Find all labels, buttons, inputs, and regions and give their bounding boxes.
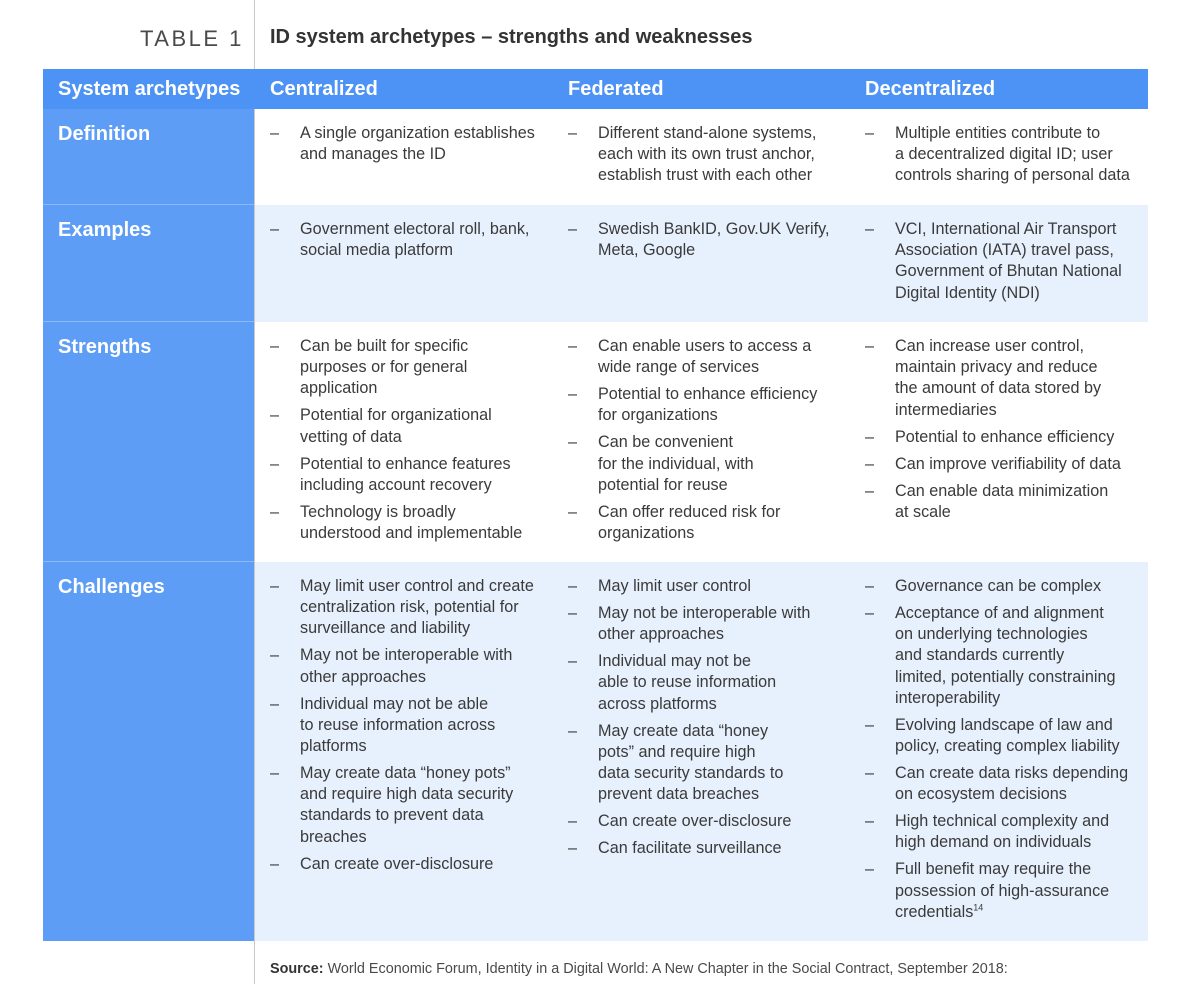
bullet-line: prevent data breaches xyxy=(598,785,760,804)
row-label-strengths: Strengths xyxy=(58,336,152,358)
bullet-line: vetting of data xyxy=(300,427,402,446)
bullet-line: – Acceptance of and alignment xyxy=(895,604,1104,622)
bullet-item xyxy=(568,721,848,806)
row-label-challenges: Challenges xyxy=(58,576,165,598)
bullet-line: and manages the ID xyxy=(300,145,446,164)
row-strengths xyxy=(43,322,1148,562)
cell-strengths-decentralized xyxy=(865,336,1145,529)
bullet-line: – Different stand-alone systems, xyxy=(598,124,817,142)
bullet-line: each with its own trust anchor, xyxy=(598,145,815,164)
bullet-item xyxy=(568,123,848,187)
bullet-line: purposes or for general xyxy=(300,358,468,377)
bullet-line: on underlying technologies xyxy=(895,625,1088,644)
bullet-line: – VCI, International Air Transport xyxy=(895,220,1117,238)
cell-examples-decentralized xyxy=(865,219,1145,310)
bullet-item xyxy=(270,645,550,687)
bullet-line: wide range of services xyxy=(598,358,760,377)
row-challenges xyxy=(43,562,1148,941)
bullet-line: establish trust with each other xyxy=(598,166,813,185)
bullet-line: – Can create over-disclosure xyxy=(598,812,792,831)
table-title: ID system archetypes – strengths and weaknesses xyxy=(270,26,753,48)
bullet-line: – Potential for organizational xyxy=(300,406,492,425)
bullet-item xyxy=(568,219,848,261)
bullet-line: pots” and require high xyxy=(598,742,756,761)
bullet-line: – High technical complexity and xyxy=(895,812,1110,831)
bullet-line: – Swedish BankID, Gov.UK Verify, xyxy=(598,220,830,238)
bullet-line: – Potential to enhance features xyxy=(300,454,511,473)
table-number: TABLE 1 xyxy=(140,26,244,51)
bullet-item xyxy=(865,427,1145,448)
bullet-line: at scale xyxy=(895,502,951,521)
bullet-item xyxy=(270,763,550,848)
bullet-line: – Potential to enhance efficiency xyxy=(598,385,818,404)
bullet-line: – Can be convenient xyxy=(598,433,733,452)
bullet-line: – Multiple entities contribute to xyxy=(895,124,1101,142)
bullet-item xyxy=(270,219,550,261)
bullet-line: understood and implementable xyxy=(300,524,523,543)
bullet-item xyxy=(568,603,848,645)
row-examples xyxy=(43,205,1148,322)
cell-challenges-federated xyxy=(568,576,848,865)
bullet-item xyxy=(865,859,1145,923)
bullet-line: possession of high-assurance xyxy=(895,881,1110,900)
bullet-line: for the individual, with xyxy=(598,454,754,473)
bullet-item xyxy=(865,603,1145,709)
bullet-line: – Can create over-disclosure xyxy=(300,854,494,873)
bullet-line: – Full benefit may require the xyxy=(895,860,1092,879)
bullet-line: – Individual may not be able xyxy=(300,694,489,713)
bullet-item xyxy=(865,715,1145,757)
cell-definition-centralized xyxy=(270,123,550,171)
bullet-item xyxy=(270,576,550,640)
cell-examples-centralized xyxy=(270,219,550,267)
bullet-item xyxy=(568,384,848,426)
bullet-line: maintain privacy and reduce xyxy=(895,358,1098,377)
bullet-line: on ecosystem decisions xyxy=(895,785,1067,804)
bullet-item xyxy=(568,576,848,597)
bullet-item xyxy=(270,336,550,400)
bullet-line-with-footnote xyxy=(895,902,1145,923)
bullet-line: limited, potentially constraining xyxy=(895,667,1116,686)
bullet-line: other approaches xyxy=(598,625,724,644)
bullet-item xyxy=(270,405,550,447)
table-header-row xyxy=(43,69,1148,109)
bullet-line: – Potential to enhance efficiency xyxy=(895,427,1115,446)
bullet-item xyxy=(568,432,848,496)
cell-strengths-federated xyxy=(568,336,848,550)
bullet-line: – May limit user control xyxy=(598,577,751,595)
bullet-line: – Individual may not be xyxy=(598,652,751,671)
row-definition xyxy=(43,109,1148,205)
bullet-line: – Can enable data minimization xyxy=(895,481,1109,500)
bullet-line: policy, creating complex liability xyxy=(895,737,1120,756)
bullet-line: – May create data “honey pots” xyxy=(300,764,511,783)
bullet-line: – Evolving landscape of law and xyxy=(895,715,1113,734)
bullet-line: credentials xyxy=(895,902,974,921)
row-label-examples: Examples xyxy=(58,219,152,241)
bullet-item xyxy=(568,811,848,832)
cell-challenges-decentralized xyxy=(865,576,1145,929)
bullet-line: to reuse information across xyxy=(300,715,496,734)
bullet-item xyxy=(568,651,848,715)
bullet-line: Digital Identity (NDI) xyxy=(895,283,1040,302)
bullet-item xyxy=(270,502,550,544)
bullet-item xyxy=(865,763,1145,805)
cell-strengths-centralized xyxy=(270,336,550,550)
bullet-item xyxy=(865,454,1145,475)
bullet-item xyxy=(270,694,550,758)
bullet-line: across platforms xyxy=(598,694,717,713)
footnote-marker: 14 xyxy=(973,902,984,913)
bullet-line: a decentralized digital ID; user xyxy=(895,145,1113,164)
cell-challenges-centralized xyxy=(270,576,550,881)
cell-definition-decentralized xyxy=(865,123,1145,192)
bullet-line: the amount of data stored by xyxy=(895,379,1102,398)
header-decentralized: Decentralized xyxy=(865,78,996,100)
bullet-line: – Can create data risks depending xyxy=(895,764,1129,783)
bullet-item xyxy=(270,854,550,875)
bullet-line: organizations xyxy=(598,524,695,543)
bullet-line: social media platform xyxy=(300,241,453,260)
bullet-line: – May not be interoperable with xyxy=(300,646,513,665)
bullet-line: application xyxy=(300,379,378,398)
bullet-item xyxy=(865,576,1145,597)
source-text: World Economic Forum, Identity in a Digital World: A New Chapter in the Social Contract, September 2018: xyxy=(327,961,1008,977)
bullet-item xyxy=(865,336,1145,421)
bullet-line: – Can improve verifiability of data xyxy=(895,454,1121,473)
bullet-line: for organizations xyxy=(598,406,718,425)
bullet-line: Association (IATA) travel pass, xyxy=(895,241,1114,260)
bullet-item xyxy=(865,219,1145,304)
bullet-line: controls sharing of personal data xyxy=(895,166,1130,185)
bullet-line: high demand on individuals xyxy=(895,833,1092,852)
bullet-line: standards to prevent data xyxy=(300,806,484,825)
bullet-item xyxy=(270,454,550,496)
bullet-line: – Government electoral roll, bank, xyxy=(300,220,530,238)
bullet-line: – Can enable users to access a xyxy=(598,337,812,355)
row-label-definition: Definition xyxy=(58,123,151,145)
header-system-archetypes: System archetypes xyxy=(58,78,241,100)
bullet-line: potential for reuse xyxy=(598,475,728,494)
bullet-line: – Technology is broadly xyxy=(300,502,456,521)
cell-definition-federated xyxy=(568,123,848,192)
bullet-line: – Can increase user control, xyxy=(895,337,1084,355)
bullet-item xyxy=(865,123,1145,187)
source-note xyxy=(270,961,1008,977)
bullet-line: including account recovery xyxy=(300,475,492,494)
header-centralized: Centralized xyxy=(270,78,378,100)
bullet-item xyxy=(568,502,848,544)
bullet-line: and standards currently xyxy=(895,646,1065,665)
bullet-line: breaches xyxy=(300,827,367,846)
bullet-line: – May not be interoperable with xyxy=(598,604,811,622)
bullet-line: – May limit user control and create xyxy=(300,577,534,595)
bullet-line: interoperability xyxy=(895,688,1001,707)
bullet-line: – Can facilitate surveillance xyxy=(598,839,782,858)
bullet-line: other approaches xyxy=(300,667,426,686)
bullet-item xyxy=(865,481,1145,523)
cell-examples-federated xyxy=(568,219,848,267)
bullet-line: – Can be built for specific xyxy=(300,337,469,355)
bullet-line: – Governance can be complex xyxy=(895,577,1102,595)
bullet-line: – A single organization establishes xyxy=(300,124,535,142)
bullet-line: able to reuse information xyxy=(598,673,777,692)
bullet-item xyxy=(568,838,848,859)
bullet-line: Government of Bhutan National xyxy=(895,262,1122,281)
header-federated: Federated xyxy=(568,78,664,100)
bullet-line: platforms xyxy=(300,737,367,756)
row-label-cell xyxy=(43,562,254,941)
bullet-item xyxy=(568,336,848,378)
bullet-item xyxy=(865,811,1145,853)
bullet-item xyxy=(270,123,550,165)
bullet-line: data security standards to xyxy=(598,764,784,783)
bullet-line: – May create data “honey xyxy=(598,721,769,740)
bullet-line: centralization risk, potential for xyxy=(300,598,519,617)
source-label: Source: xyxy=(270,961,324,977)
bullet-line: and require high data security xyxy=(300,785,514,804)
bullet-line: surveillance and liability xyxy=(300,619,471,638)
bullet-line: Meta, Google xyxy=(598,241,696,260)
bullet-line: intermediaries xyxy=(895,400,997,419)
bullet-line: – Can offer reduced risk for xyxy=(598,502,781,521)
